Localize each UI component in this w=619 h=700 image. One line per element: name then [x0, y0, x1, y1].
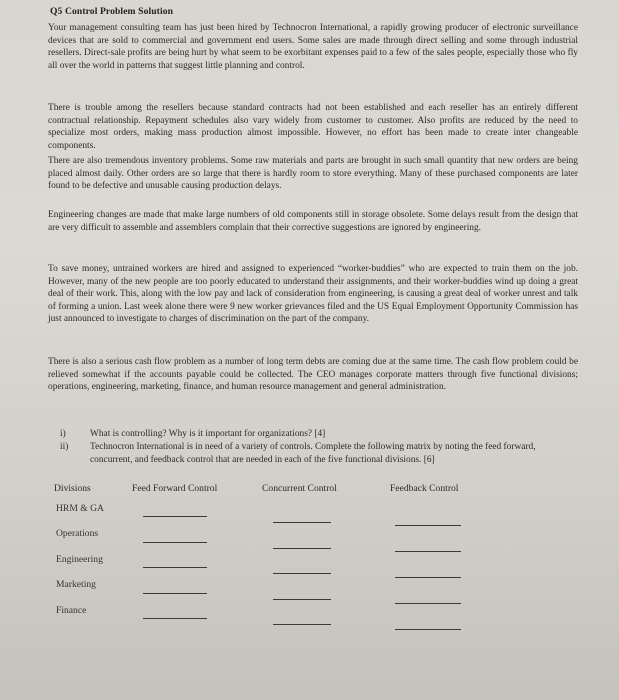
answer-blank: [395, 577, 461, 578]
answer-blank: [143, 567, 207, 568]
paragraph-4: Engineering changes are made that make large numbers of old components still in storage obsolete. Some delays result from the design that are very difficult to assemble and assemblers complain that their corrective suggestions are ignored by engineering.: [48, 210, 578, 233]
paragraph-3: There are also tremendous inventory problems. Some raw materials and parts are brought in such small quantity that new orders are being placed almost daily. Other orders are so large that there is hardly room to store everything. Many of these purchased components are later found to be defective and unusable causing production delays.: [48, 156, 578, 192]
division-label: Engineering: [56, 554, 103, 565]
division-label: HRM & GA: [56, 503, 104, 514]
division-label: Finance: [56, 605, 87, 616]
question-text: What is controlling? Why is it important for organizations? [4]: [90, 429, 326, 439]
question-1: [60, 428, 580, 441]
answer-blank: [395, 551, 461, 552]
answer-blank: [273, 522, 331, 523]
answer-blank: [143, 516, 207, 517]
page-title: Q5 Control Problem Solution: [50, 6, 174, 17]
answer-blank: [143, 542, 207, 543]
paragraph-1: Your management consulting team has just been hired by Technocron International, a rapidly growing producer of electronic surveillance devices that are sold to commercial and government end users. Some sales are made through direct selling and some through industrial resellers. Direct-sale profits are being hurt by what seem to be exorbitant expenses paid to a few of the sales people, especially those who fly all over the world in patterns that suggest little planning and control.: [48, 23, 578, 71]
answer-blank: [143, 618, 207, 619]
question-2: [60, 441, 580, 466]
answer-blank: [395, 629, 461, 630]
paragraph-6: There is also a serious cash flow problem as a number of long term debts are coming due at the same time. The cash flow problem could be relieved somewhat if the accounts payable could be collected. The CEO manages corporate matters through five functional divisions; operations, engineering, marketing, finance, and human resource management and general administration.: [48, 357, 578, 393]
answer-blank: [143, 593, 207, 594]
division-label: Marketing: [56, 579, 96, 590]
question-text: Technocron International is in need of a variety of controls. Complete the following matrix by noting the feed forward, concurrent, and feedback control that are needed in each of the five functional divisions. [6]: [90, 442, 536, 465]
question-number: ii): [60, 442, 69, 452]
paragraph-5: To save money, untrained workers are hired and assigned to experienced “worker-buddies” who are expected to train them on the job. However, many of the new people are too poorly educated to understand their assignments, and their worker-buddies wind up doing a great deal of their work. This, along with the low pay and lack of consideration from engineering, is causing a great deal of worker unrest and talk of forming a union. Last week alone there were 9 new worker grievances filed and the US Equal Employment Opportunity Commission has just announced to investigate to charges of discrimination on the part of the company.: [48, 264, 578, 325]
question-number: i): [60, 429, 66, 439]
division-label: Operations: [56, 528, 99, 539]
answer-blank: [395, 603, 461, 604]
matrix-header-concurrent: Concurrent Control: [262, 483, 337, 494]
answer-blank: [273, 548, 331, 549]
answer-blank: [273, 599, 331, 600]
answer-blank: [273, 573, 331, 574]
matrix-header-feed-forward: Feed Forward Control: [132, 483, 218, 494]
matrix-header-divisions: Divisions: [54, 483, 91, 494]
paragraph-2: There is trouble among the resellers because standard contracts had not been established and each reseller has an entirely different contractual relationship. Repayment schedules also vary widely from customer to customer. Also profits are reduced by the need to specialize most orders, making mass production almost impossible. However, no effort has been made to create inter changeable components.: [48, 103, 578, 151]
answer-blank: [273, 624, 331, 625]
answer-blank: [395, 525, 461, 526]
matrix-header-feedback: Feedback Control: [390, 483, 459, 494]
